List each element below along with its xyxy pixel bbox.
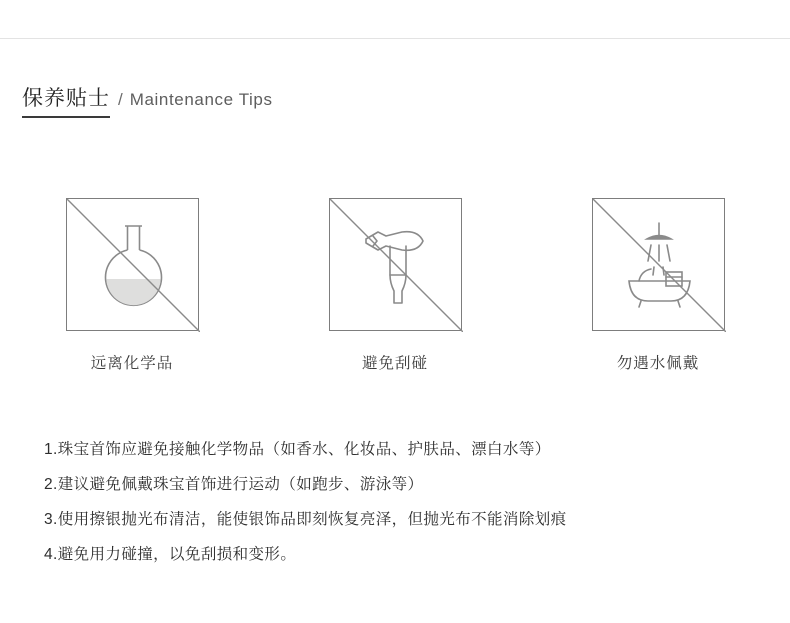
no-scratch-hammer-icon	[329, 198, 462, 331]
no-water-shower-icon	[592, 198, 725, 331]
page-title	[22, 82, 273, 118]
page-title-en: Maintenance Tips	[129, 90, 273, 109]
care-notes-list	[44, 432, 750, 572]
no-chemicals-icon	[66, 198, 199, 331]
care-icon-item	[1, 198, 264, 373]
care-icon-caption: 远离化学品	[90, 355, 174, 372]
page-title-separator: /	[118, 90, 123, 109]
top-divider	[0, 38, 790, 39]
care-note-item: 2.建议避免佩戴珠宝首饰进行运动（如跑步、游泳等）	[44, 476, 424, 493]
care-note-item: 1.珠宝首饰应避免接触化学物品（如香水、化妆品、护肤品、漂白水等）	[44, 441, 551, 458]
care-note-item: 4.避免用力碰撞，以免刮损和变形。	[44, 546, 297, 563]
care-icon-item	[264, 198, 527, 373]
care-icon-item	[527, 198, 790, 373]
care-icon-caption: 避免刮碰	[361, 355, 428, 372]
care-icon-caption: 勿遇水佩戴	[616, 355, 700, 372]
page-title-cn: 保养贴士	[22, 82, 110, 118]
care-note-item: 3.使用擦银抛光布清洁，能使银饰品即刻恢复亮泽，但抛光布不能消除划痕	[44, 511, 567, 528]
care-icon-row	[0, 198, 790, 373]
